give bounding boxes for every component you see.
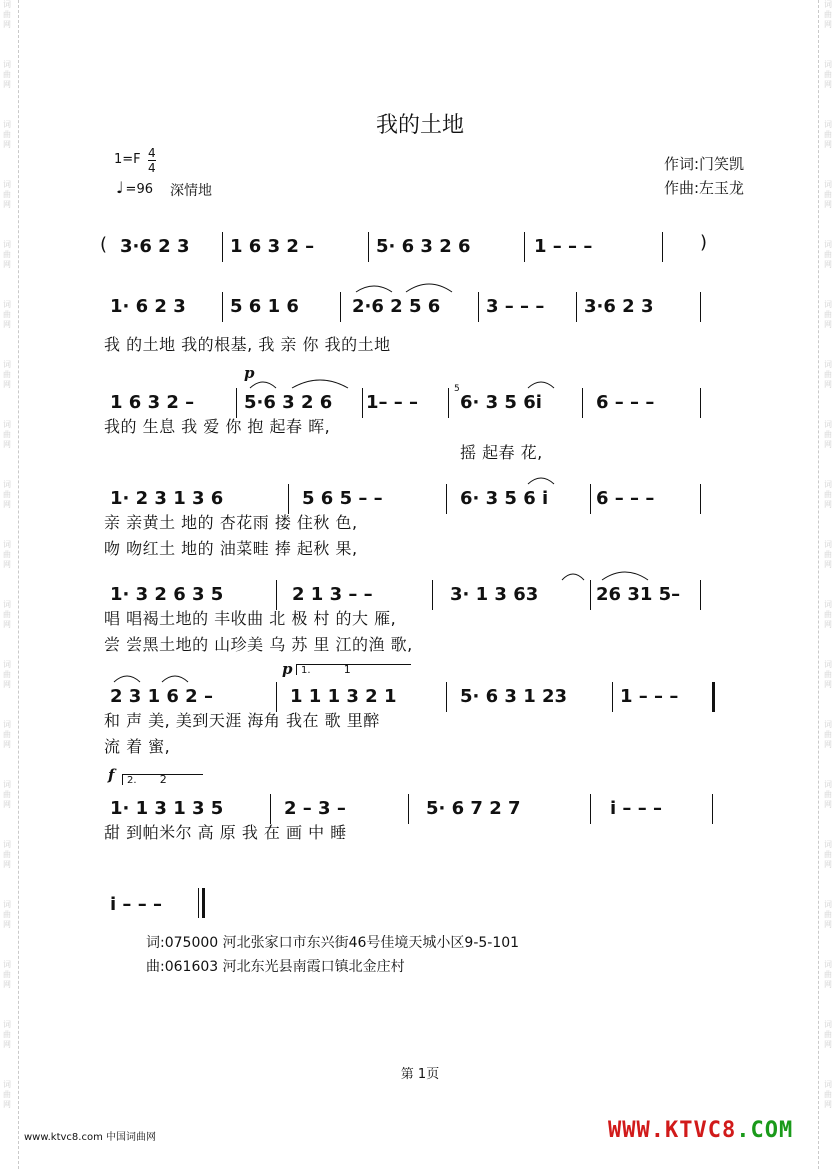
slur-mark: [526, 378, 556, 390]
meter-denominator: 4: [148, 161, 156, 175]
watermark-char: 曲: [824, 490, 832, 499]
measure: 3·6 2 3: [120, 236, 190, 257]
composer-address: 曲:061603 河北东光县南霞口镇北金庄村: [146, 959, 405, 975]
watermark-char: 网: [824, 1040, 832, 1049]
measure: 1 – – –: [534, 236, 593, 257]
measure: 5· 6 7 2 7: [426, 798, 521, 819]
tempo-marking: [116, 178, 153, 197]
watermark-char: 词: [824, 300, 832, 309]
page-number: 第 1页: [400, 1067, 440, 1082]
site-logo-text: WWW.KTVC8.COM: [608, 1118, 794, 1143]
watermark-char: 网: [824, 140, 832, 149]
lyric-line: 亲 亲黄土 地的 杏花雨 搂 住秋 色,: [104, 513, 358, 532]
slur-mark: [160, 672, 190, 684]
measure: 5 6 5 – –: [302, 488, 383, 509]
paren-open: (: [100, 234, 108, 255]
slur-mark: [112, 672, 142, 684]
measure: 5·6 3 2 6: [244, 392, 333, 413]
watermark-char: 曲: [3, 490, 11, 499]
watermark-char: 网: [824, 80, 832, 89]
watermark-mark: [824, 1080, 838, 1140]
watermark-mark: [3, 360, 17, 420]
watermark-char: 词: [3, 0, 11, 9]
watermark-char: 曲: [824, 1090, 832, 1099]
watermark-char: 词: [824, 720, 832, 729]
watermark-char: 词: [824, 780, 832, 789]
measure: 1· 6 2 3: [110, 296, 186, 317]
watermark-mark: [3, 0, 17, 60]
watermark-mark: [824, 780, 838, 840]
watermark-char: 曲: [824, 10, 832, 19]
composer-credit: 作曲:左玉龙: [664, 179, 745, 197]
watermark-mark: [3, 900, 17, 960]
watermark-char: 词: [824, 480, 832, 489]
watermark-char: 曲: [824, 130, 832, 139]
watermark-char: 词: [3, 720, 11, 729]
watermark-char: 词: [3, 180, 11, 189]
barline: [276, 682, 277, 712]
measure: 1 6 3 2 –: [110, 392, 195, 413]
lyric-line: 流 着 蜜,: [104, 737, 171, 756]
final-barline-thick: [202, 888, 205, 918]
measure: 2 1 3 – –: [292, 584, 373, 605]
watermark-char: 词: [3, 300, 11, 309]
watermark-char: 曲: [824, 190, 832, 199]
watermark-char: 网: [824, 860, 832, 869]
watermark-char: 曲: [824, 790, 832, 799]
dynamic-piano: p: [282, 660, 293, 678]
slur-mark: [404, 280, 454, 294]
barline: [700, 292, 701, 322]
watermark-char: 词: [824, 360, 832, 369]
watermark-char: 曲: [824, 670, 832, 679]
watermark-char: 曲: [824, 370, 832, 379]
slur-mark: [290, 376, 350, 390]
dynamic-piano: p: [244, 364, 255, 382]
watermark-char: 词: [824, 120, 832, 129]
watermark-mark: [3, 420, 17, 480]
watermark-char: 网: [3, 500, 11, 509]
watermark-char: 词: [3, 480, 11, 489]
watermark-char: 词: [3, 60, 11, 69]
measure: 1 6 3 2 –: [230, 236, 315, 257]
watermark-mark: [824, 420, 838, 480]
measure: 6 – – –: [596, 488, 655, 509]
watermark-mark: [824, 900, 838, 960]
watermark-char: 网: [3, 920, 11, 929]
watermark-mark: [3, 960, 17, 1020]
watermark-mark: [3, 300, 17, 360]
barline: [662, 232, 663, 262]
watermark-char: 网: [3, 140, 11, 149]
watermark-char: 词: [3, 240, 11, 249]
watermark-mark: [3, 1080, 17, 1140]
measure: i – – –: [610, 798, 662, 819]
watermark-mark: [824, 360, 838, 420]
watermark-char: 词: [3, 420, 11, 429]
watermark-char: 词: [824, 900, 832, 909]
watermark-left: [3, 0, 17, 1140]
measure: 1· 3 2 6 3 5: [110, 584, 224, 605]
watermark-char: 曲: [3, 1090, 11, 1099]
site-link[interactable]: www.ktvc8.com 中国词曲网: [24, 1132, 157, 1143]
watermark-char: 曲: [824, 310, 832, 319]
watermark-char: 词: [3, 900, 11, 909]
barline: [478, 292, 479, 322]
barline: [448, 388, 449, 418]
watermark-char: 网: [3, 200, 11, 209]
watermark-char: 词: [3, 660, 11, 669]
second-ending-bracket: [122, 774, 203, 785]
watermark-mark: [824, 840, 838, 900]
watermark-char: 词: [824, 240, 832, 249]
watermark-char: 词: [3, 360, 11, 369]
watermark-char: 网: [3, 680, 11, 689]
watermark-char: 曲: [3, 850, 11, 859]
song-title: 我的土地: [375, 113, 464, 138]
watermark-char: 词: [824, 1020, 832, 1029]
watermark-char: 网: [3, 740, 11, 749]
watermark-char: 网: [824, 260, 832, 269]
barline: [288, 484, 289, 514]
watermark-char: 曲: [824, 1030, 832, 1039]
watermark-char: 曲: [3, 370, 11, 379]
watermark-mark: [824, 960, 838, 1020]
watermark-char: 网: [3, 80, 11, 89]
barline: [222, 232, 223, 262]
lyric-line: 和 声 美, 美到天涯 海角 我在 歌 里醉: [104, 711, 380, 730]
first-ending-bracket: [296, 664, 411, 675]
key-signature: 1=F: [114, 152, 141, 167]
watermark-char: 曲: [824, 250, 832, 259]
watermark-char: 曲: [3, 610, 11, 619]
watermark-mark: [3, 720, 17, 780]
watermark-char: 词: [824, 420, 832, 429]
volta-number: 2: [159, 773, 167, 786]
barline: [432, 580, 433, 610]
measure-number: 5: [454, 384, 461, 394]
barline: [590, 484, 591, 514]
watermark-char: 曲: [824, 910, 832, 919]
barline: [612, 682, 613, 712]
quarter-note-icon: ♩: [116, 178, 124, 197]
watermark-char: 曲: [3, 910, 11, 919]
watermark-mark: [3, 540, 17, 600]
watermark-char: 网: [824, 800, 832, 809]
watermark-char: 曲: [824, 850, 832, 859]
measure: 26 31 5–: [596, 584, 681, 605]
watermark-char: 网: [824, 380, 832, 389]
barline: [446, 484, 447, 514]
barline: [590, 794, 591, 824]
watermark-mark: [824, 540, 838, 600]
watermark-char: 网: [824, 920, 832, 929]
measure: 3·6 2 3: [584, 296, 654, 317]
meter-numerator: 4: [148, 146, 156, 160]
watermark-char: 网: [824, 320, 832, 329]
lyricist-address: 词:075000 河北张家口市东兴街46号佳境天城小区9-5-101: [146, 935, 520, 951]
measure: 6· 3 5 6i: [460, 392, 542, 413]
barline: [582, 388, 583, 418]
watermark-char: 网: [3, 20, 11, 29]
watermark-char: 曲: [824, 430, 832, 439]
watermark-char: 词: [824, 660, 832, 669]
measure: 1 – – –: [620, 686, 679, 707]
watermark-char: 网: [824, 620, 832, 629]
time-signature: [148, 146, 156, 175]
watermark-char: 网: [824, 200, 832, 209]
lyric-line: 我 的土地 我的根基, 我 亲 你 我的土地: [104, 335, 391, 354]
volta-label: 1.: [301, 665, 311, 676]
lyric-line: 甜 到帕米尔 高 原 我 在 画 中 睡: [104, 823, 347, 842]
watermark-char: 词: [824, 960, 832, 969]
measure: 1· 1 3 1 3 5: [110, 798, 224, 819]
measure: 1· 2 3 1 3 6: [110, 488, 224, 509]
lyric-line: 摇 起春 花,: [460, 443, 543, 462]
measure: 1 1 1 3 2 1: [290, 686, 397, 707]
watermark-char: 网: [824, 440, 832, 449]
barline: [340, 292, 341, 322]
lyric-line: 唱 唱褐土地的 丰收曲 北 极 村 的大 雁,: [104, 609, 397, 628]
watermark-mark: [3, 240, 17, 300]
barline: [590, 580, 591, 610]
measure: 2·6 2 5 6: [352, 296, 441, 317]
watermark-char: 曲: [824, 610, 832, 619]
watermark-char: 曲: [3, 10, 11, 19]
watermark-char: 词: [824, 0, 832, 9]
watermark-char: 曲: [3, 430, 11, 439]
watermark-mark: [3, 660, 17, 720]
watermark-mark: [824, 300, 838, 360]
barline: [700, 484, 701, 514]
watermark-char: 曲: [824, 970, 832, 979]
watermark-char: 词: [824, 540, 832, 549]
slur-mark: [560, 570, 586, 582]
watermark-char: 网: [824, 1100, 832, 1109]
watermark-char: 网: [3, 1040, 11, 1049]
barline: [270, 794, 271, 824]
watermark-char: 曲: [3, 130, 11, 139]
measure: 6· 3 5 6 i: [460, 488, 549, 509]
barline: [700, 388, 701, 418]
watermark-char: 网: [3, 440, 11, 449]
barline: [700, 580, 701, 610]
barline: [368, 232, 369, 262]
lyricist-credit: 作词:门笑凯: [664, 155, 745, 173]
volta-number: 1: [343, 663, 351, 676]
measure: 2 – 3 –: [284, 798, 346, 819]
watermark-char: 词: [3, 600, 11, 609]
paren-close: ): [700, 232, 708, 253]
watermark-char: 曲: [824, 730, 832, 739]
watermark-char: 网: [3, 620, 11, 629]
slur-mark: [354, 282, 394, 294]
watermark-char: 网: [824, 560, 832, 569]
watermark-char: 词: [3, 540, 11, 549]
watermark-char: 词: [3, 960, 11, 969]
watermark-char: 曲: [3, 190, 11, 199]
watermark-char: 词: [3, 1080, 11, 1089]
tempo-value: =96: [125, 182, 153, 197]
watermark-char: 网: [824, 680, 832, 689]
barline: [446, 682, 447, 712]
watermark-char: 网: [824, 500, 832, 509]
watermark-char: 曲: [3, 250, 11, 259]
left-margin-line: [18, 0, 19, 1169]
watermark-char: 网: [3, 800, 11, 809]
watermark-char: 曲: [824, 70, 832, 79]
watermark-char: 曲: [3, 310, 11, 319]
watermark-char: 网: [3, 860, 11, 869]
slur-mark: [248, 378, 278, 390]
watermark-char: 曲: [3, 970, 11, 979]
watermark-char: 网: [824, 980, 832, 989]
watermark-char: 曲: [3, 670, 11, 679]
slur-mark: [600, 568, 650, 582]
watermark-char: 词: [3, 780, 11, 789]
watermark-char: 词: [824, 60, 832, 69]
final-barline: [198, 888, 199, 918]
watermark-char: 网: [3, 320, 11, 329]
measure: 5· 6 3 1 23: [460, 686, 568, 707]
watermark-char: 网: [824, 740, 832, 749]
barline: [712, 794, 713, 824]
watermark-mark: [3, 600, 17, 660]
measure: 2 3 1 6 2 –: [110, 686, 213, 707]
watermark-char: 词: [824, 1080, 832, 1089]
barline: [276, 580, 277, 610]
watermark-mark: [824, 0, 838, 60]
lyric-line: 尝 尝黑土地的 山珍美 乌 苏 里 江的渔 歌,: [104, 635, 413, 654]
lyric-line: 吻 吻红土 地的 油菜畦 捧 起秋 果,: [104, 539, 358, 558]
watermark-mark: [3, 180, 17, 240]
watermark-char: 词: [824, 600, 832, 609]
watermark-mark: [3, 840, 17, 900]
watermark-char: 网: [3, 1100, 11, 1109]
repeat-barline: [712, 682, 715, 712]
measure: 5· 6 3 2 6: [376, 236, 471, 257]
watermark-mark: [3, 480, 17, 540]
measure: i – – –: [110, 894, 162, 915]
barline: [408, 794, 409, 824]
watermark-char: 曲: [3, 1030, 11, 1039]
dynamic-forte: f: [108, 766, 115, 784]
watermark-char: 曲: [3, 550, 11, 559]
measure: 1– – –: [366, 392, 419, 413]
barline: [524, 232, 525, 262]
watermark-char: 网: [3, 380, 11, 389]
watermark-char: 词: [3, 840, 11, 849]
measure: 3· 1 3 63: [450, 584, 539, 605]
volta-label: 2.: [127, 775, 137, 786]
watermark-char: 词: [824, 180, 832, 189]
right-margin-line: [818, 0, 819, 1169]
watermark-mark: [824, 660, 838, 720]
watermark-mark: [824, 240, 838, 300]
measure: 6 – – –: [596, 392, 655, 413]
watermark-char: 曲: [3, 70, 11, 79]
watermark-mark: [824, 480, 838, 540]
watermark-mark: [824, 600, 838, 660]
watermark-char: 曲: [3, 790, 11, 799]
watermark-char: 词: [3, 120, 11, 129]
watermark-char: 网: [3, 260, 11, 269]
barline: [362, 388, 363, 418]
watermark-char: 词: [3, 1020, 11, 1029]
watermark-char: 网: [3, 560, 11, 569]
watermark-mark: [824, 720, 838, 780]
measure: 5 6 1 6: [230, 296, 299, 317]
watermark-char: 网: [824, 20, 832, 29]
watermark-mark: [3, 780, 17, 840]
barline: [236, 388, 237, 418]
watermark-char: 曲: [3, 730, 11, 739]
barline: [222, 292, 223, 322]
lyric-line: 我的 生息 我 爱 你 抱 起春 晖,: [104, 417, 331, 436]
watermark-char: 词: [824, 840, 832, 849]
watermark-mark: [824, 180, 838, 240]
expression-marking: 深情地: [170, 183, 212, 199]
slur-mark: [526, 474, 556, 486]
measure: 3 – – –: [486, 296, 545, 317]
watermark-char: 网: [3, 980, 11, 989]
barline: [576, 292, 577, 322]
watermark-right: [824, 0, 838, 1140]
watermark-char: 曲: [824, 550, 832, 559]
